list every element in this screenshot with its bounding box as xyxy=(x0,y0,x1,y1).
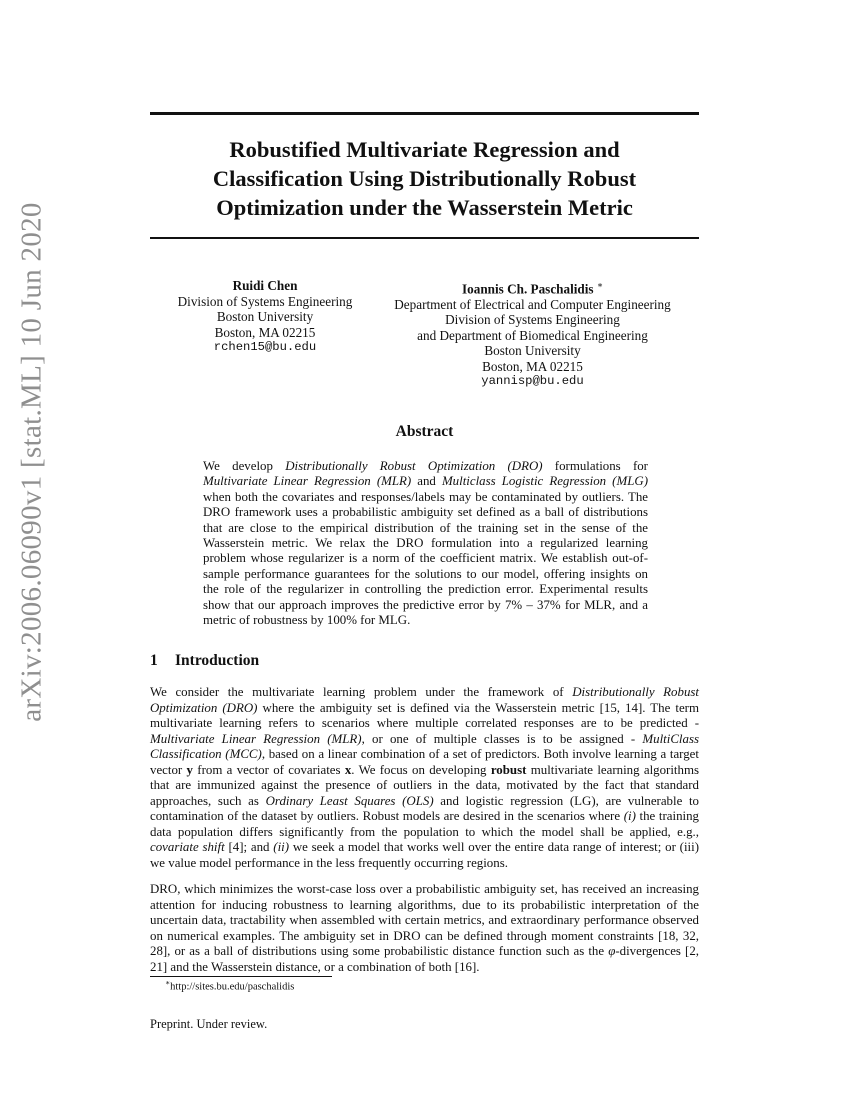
title-bottom-rule xyxy=(150,237,699,239)
author-block-1 xyxy=(165,278,365,356)
author-name: Ioannis Ch. Paschalidis xyxy=(462,281,594,297)
title-line-1: Robustified Multivariate Regression and xyxy=(229,137,620,162)
author-affiliation-line: Boston, MA 02215 xyxy=(482,358,583,374)
abstract-body: We develop Distributionally Robust Optimization (DRO) formulations for Multivariate Linear Regression (MLR) and Multiclass Logistic Regression (MLG) when both the covariates and responses/labels may be contaminated by outliers. The DRO framework uses a probabilistic ambiguity set defined as a ball of distributions that are close to the empirical distribution of the training set in the sense of the Wasserstein metric. We relax the DRO formulation into a regularized learning problem whose regularizer is a norm of the coefficient matrix. We establish out-of-sample performance guarantees for the solutions to our model, offering insights on the role of the regularizer in controlling the prediction error. Experimental results show that our approach improves the predictive error by 7% – 37% for MLR, and a metric of robustness by 100% for MLG. xyxy=(203,459,648,628)
author-affiliation-line: Department of Electrical and Computer Engineering xyxy=(394,296,671,312)
title-top-rule xyxy=(150,112,699,115)
footnote-rule xyxy=(150,976,332,977)
footnote-link[interactable]: http://sites.bu.edu/paschalidis xyxy=(170,981,295,993)
author-email[interactable]: rchen15@bu.edu xyxy=(213,340,317,354)
section-title: Introduction xyxy=(175,652,260,669)
section-number: 1 xyxy=(150,652,158,669)
author-affiliation-line: and Department of Biomedical Engineering xyxy=(417,327,648,343)
abstract-heading: Abstract xyxy=(395,423,454,440)
preprint-notice: Preprint. Under review. xyxy=(150,1017,268,1031)
title-line-3: Optimization under the Wasserstein Metric xyxy=(216,195,633,220)
author-affiliation-line: Boston University xyxy=(484,343,581,359)
section-heading-introduction xyxy=(150,652,259,670)
intro-paragraph-2: DRO, which minimizes the worst-case loss over a probabilistic ambiguity set, has received an increasing attention for inducing robustness to learning algorithms, due to its probabilistic interpretation of the uncertain data, tractability when assembled with certain metrics, and extraordinary performance observed on numerical examples. The ambiguity set in DRO can be defined through moment constraints [18, 32, 28], or as a ball of distributions using some probabilistic distance function such as the φ-divergences [2, 21] and the Wasserstein distance, or a combination of both [16]. xyxy=(150,882,699,974)
author-name: Ruidi Chen xyxy=(232,278,298,293)
footnote xyxy=(165,978,294,993)
author-name-row xyxy=(380,278,685,297)
footnote-mark: ∗ xyxy=(165,978,171,987)
title-line-2: Classification Using Distributionally Robust xyxy=(212,166,637,191)
author-affiliation-line: Division of Systems Engineering xyxy=(177,293,353,309)
arxiv-identifier: arXiv:2006.06090v1 [stat.ML] 10 Jun 2020 xyxy=(15,202,48,722)
author-block-2 xyxy=(380,278,685,390)
author-affiliation-line: Boston University xyxy=(216,309,314,324)
author-footnote-mark: ∗ xyxy=(596,280,603,290)
author-email[interactable]: yannisp@bu.edu xyxy=(481,374,584,389)
author-affiliation-line: Division of Systems Engineering xyxy=(445,312,620,328)
paper-title xyxy=(150,135,699,222)
arxiv-sidebar xyxy=(12,202,52,722)
author-affiliation-line: Boston, MA 02215 xyxy=(214,324,316,340)
intro-paragraph-1: We consider the multivariate learning problem under the framework of Distributionally Robust Optimization (DRO) where the ambiguity set is defined via the Wasserstein metric [15, 14]. The term multivariate learning refers to scenarios where multiple correlated responses are to be predicted - Multivariate Linear Regression (MLR), or one of multiple classes is to be assigned - MultiClass Classification (MCC), based on a linear combination of a set of predictors. Both involve learning a target vector y from a vector of covariates x. We focus on developing robust multivariate learning algorithms that are immunized against the presence of outliers in the data, motivated by the fact that standard approaches, such as Ordinary Least Squares (OLS) and logistic regression (LG), are vulnerable to contamination of the dataset by outliers. Robust models are desired in the scenarios where (i) the training data population differs significantly from the population to which the model shall be applied, e.g., covariate shift [4]; and (ii) we seek a model that works well over the entire data range of interest; or (iii) we value model performance in the less frequently occurring regions. xyxy=(150,685,700,870)
